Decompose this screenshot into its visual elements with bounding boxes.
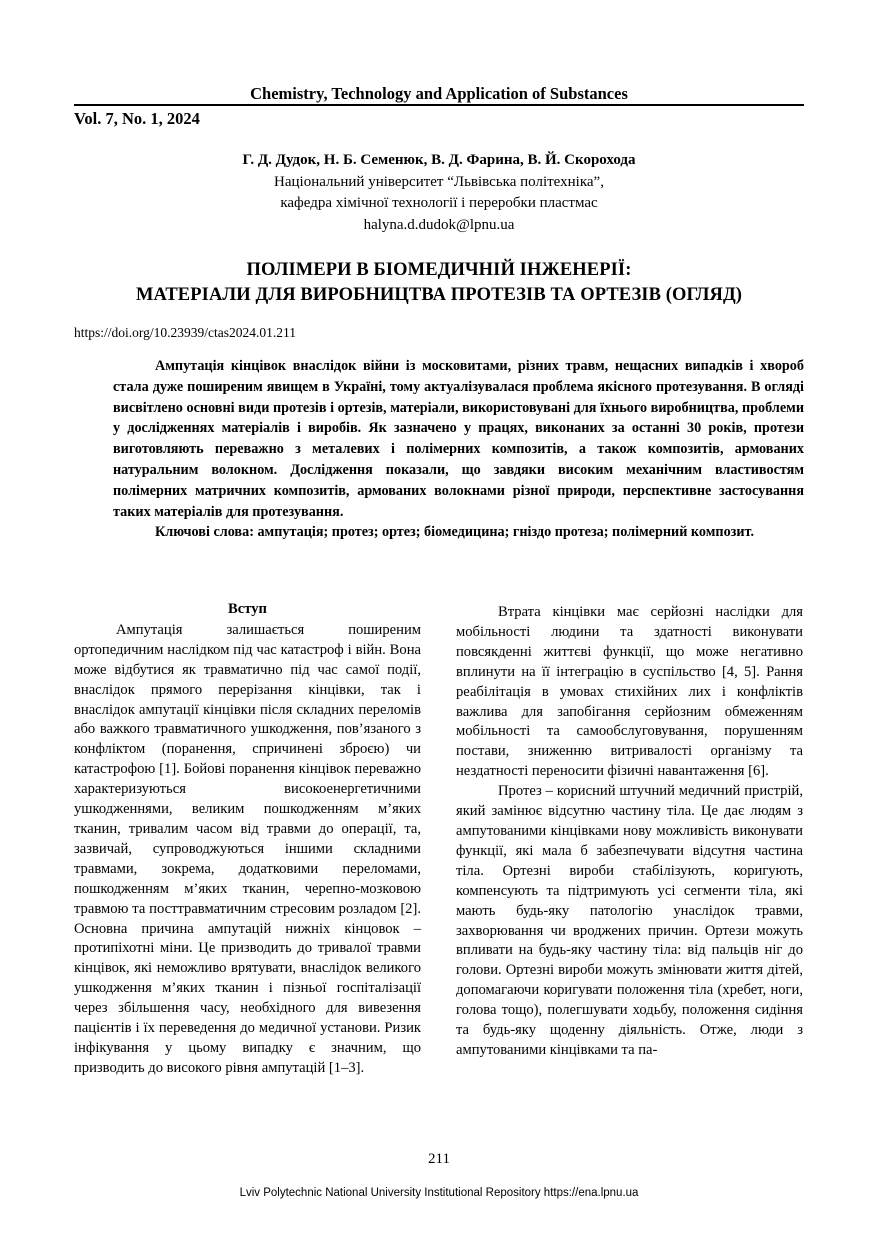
- paragraph-limb-loss: Втрата кінцівки має серйозні наслідки для мобільності людини та здатності виконувати повсякденні життєві функції, що може негативно вплинути на її інтеграцію в суспільство [4, 5]. Рання реабілітація в умовах стихійних лих і конфліктів важлива для запобігання серйозним обмеженням мобільності та самообслуговування, порушенням постави, зниженню витривалості організму та нездатності переносити фізичні навантаження [6].: [456, 604, 803, 780]
- volume-issue: Vol. 7, No. 1, 2024: [74, 109, 200, 128]
- paragraph-prosthesis: Протез – корисний штучний медичний пристрій, який замінює відсутню частину тіла. Це дає людям з ампутованими кінцівками нову можливість виконувати функції, які мала б забезпечувати відсутня частина тіла. Ортезні вироби стабілізують, коригують, компенсують та підтримують усі сегменти тіла, які мають будь-яку патологію унаслідок травми, захворювання чи вроджених причин. Ортези можуть впливати на будь-яку частину тіла: від пальців ніг до голови. Ортезні вироби можуть змінювати життя дітей, допомагаючи коригувати положення тіла (хребет, ноги, голова тощо), полегшувати ходьбу, положення сидіння та будь-яку щоденну діяльність. Отже, люди з ампутованими кінцівками та па-: [456, 783, 803, 1058]
- left-column: [74, 600, 421, 1079]
- affiliation-line-1: Національний університет “Львівська політехніка”,: [274, 173, 604, 190]
- article-title: [74, 258, 804, 308]
- page-number: 211: [428, 1151, 450, 1167]
- author-names: Г. Д. Дудок, Н. Б. Семенюк, В. Д. Фарина, В. Й. Скорохода: [242, 152, 636, 168]
- intro-heading: Вступ: [228, 601, 267, 617]
- header-rule: [74, 104, 804, 106]
- affiliation-line-2: кафедра хімічної технології і переробки пластмас: [280, 195, 598, 211]
- author-email[interactable]: halyna.d.dudok@lpnu.ua: [363, 216, 515, 233]
- keywords: Ключові слова: ампутація; протез; ортез; біомедицина; гніздо протеза; полімерний композит.: [155, 524, 755, 541]
- title-line-2: МАТЕРІАЛИ ДЛЯ ВИРОБНИЦТВА ПРОТЕЗІВ ТА ОРТЕЗІВ (ОГЛЯД): [135, 285, 743, 305]
- title-line-1: ПОЛІМЕРИ В БІОМЕДИЧНІЙ ІНЖЕНЕРІЇ:: [246, 260, 632, 280]
- abstract: [113, 356, 804, 543]
- author-block: [74, 150, 804, 236]
- journal-title: Chemistry, Technology and Application of Substances: [250, 84, 628, 103]
- right-column: [456, 603, 803, 1061]
- doi-link[interactable]: https://doi.org/10.23939/ctas2024.01.211: [74, 325, 296, 340]
- repository-footer: Lviv Polytechnic National University Institutional Repository https://ena.lpnu.ua: [239, 1187, 639, 1199]
- abstract-text: Ампутація кінцівок внаслідок війни із московитами, різних травм, нещасних випадків і хвороб стала дуже поширеним явищем в Україні, тому актуалізувалася проблема якісного протезування. В огляді висвітлено основні види протезів і ортезів, матеріали, використовувані для їхнього виробництва, проблеми у дослідженнях матеріалів і виробів. Як зазначено у працях, виконаних за останні 30 років, протези виготовляють переважно з металевих і полімерних композитів, а також композитів, армованих натуральним волокном. Дослідження показали, що завдяки високим механічним властивостям полімерних матричних композитів, армованих волокнами різної природи, перспективне застосування таких матеріалів для протезування.: [113, 358, 804, 520]
- intro-paragraph: Ампутація залишається поширеним ортопедичним наслідком під час катастроф і війн. Вона може відбутися як травматично під час самої події, внаслідок прямого перерізання кінцівки, так і внаслідок ампутації кінцівки після складних переломів або важкого травматичного ушкодження, пов’язаного з конфліктом (поранення, спричинені зброєю) чи катастрофою [1]. Бойові поранення кінцівок переважно характеризуються високоенергетичними ушкодженнями, великим пошкодженням м’яких тканин, тривалим часом від травми до операції, та, зазвичай, супроводжуються іншими складними травмами, зокрема, додатковими переломами, пошкодженням м’яких тканин, черепно-мозковою травмою та посттравматичним стресовим розладом [2]. Основна причина ампутацій нижніх кінцовок – протипіхотні міни. Це призводить до тривалої травми кінцівок, які неможливо врятувати, внаслідок великого ушкодження м’яких тканин і пізньої госпіталізації через збільшення часу, необхідного для вивезення пацієнтів і їх переведення до медичної установи. Ризик інфікування у цьому випадку є значним, що призводить до високого рівня ампутацій [1–3].: [74, 621, 421, 1076]
